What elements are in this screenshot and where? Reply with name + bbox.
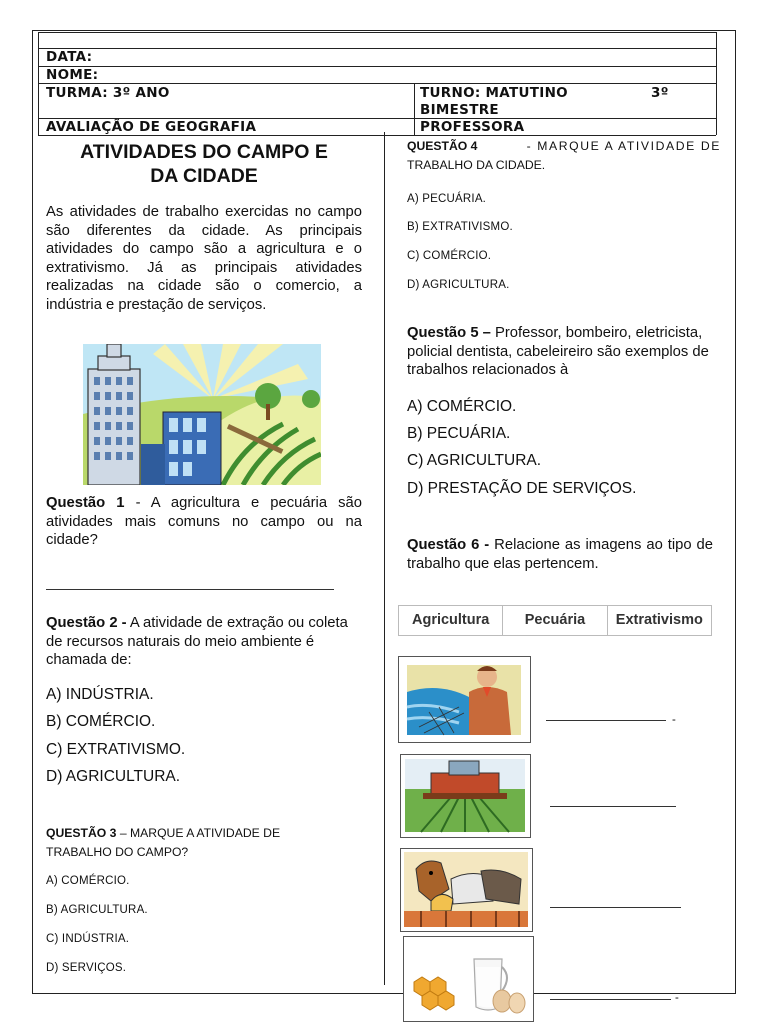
q2-option-d[interactable]: D) AGRICULTURA.: [46, 768, 181, 785]
picture-fisherman: [398, 656, 531, 743]
q2-option-c[interactable]: C) EXTRATIVISMO.: [46, 741, 186, 758]
header-bimestre: BIMESTRE: [420, 102, 499, 118]
intro-paragraph: As atividades de trabalho exercidas no campo são diferentes da cidade. As principais atividades do campo são a agricultura e o extrativismo. Já as principais atividades realizadas na cidade são o comercio, a indústria e prestação de serviços.: [46, 204, 362, 313]
q5-option-a[interactable]: A) COMÉRCIO.: [407, 398, 517, 415]
q5-option-b[interactable]: B) PECUÁRIA.: [407, 425, 511, 442]
category-pecuaria: Pecuária: [503, 606, 607, 635]
question-1-answer-line[interactable]: [46, 589, 334, 590]
q3-option-c[interactable]: C) INDÚSTRIA.: [46, 933, 130, 945]
header-avaliacao: AVALIAÇÃO DE GEOGRAFIA: [46, 119, 257, 135]
header-nome: NOME:: [46, 67, 99, 83]
picture-farm-animals: [400, 848, 533, 932]
header-data: DATA:: [46, 49, 93, 65]
fisherman-icon: [399, 657, 529, 741]
question-1: Questão 1 - A agricultura e pecuária são atividades mais comuns no campo ou na cidade?: [46, 495, 362, 548]
city-countryside-illustration: [83, 344, 321, 485]
q2-option-b[interactable]: B) COMÉRCIO.: [46, 713, 156, 730]
farm-animals-icon: [401, 849, 531, 930]
question-5: Questão 5 – Professor, bombeiro, eletricista, policial dentista, cabeleireiro são exemplos de trabalhos relacionados à: [407, 325, 709, 378]
picture-4-dash: -: [675, 992, 680, 1004]
q3-option-b[interactable]: B) AGRICULTURA.: [46, 904, 148, 916]
picture-4-answer-line[interactable]: [550, 999, 671, 1000]
header-turno-3: 3º: [651, 85, 669, 101]
picture-harvester: [400, 754, 531, 838]
q3-option-d[interactable]: D) SERVIÇOS.: [46, 962, 127, 974]
q4-option-b[interactable]: B) EXTRATIVISMO.: [407, 221, 513, 233]
header-professora: PROFESSORA: [420, 119, 525, 135]
page-title: ATIVIDADES DO CAMPO E DA CIDADE: [80, 141, 328, 187]
q4-option-a[interactable]: A) PECUÁRIA.: [407, 193, 487, 205]
question-2: Questão 2 - A atividade de extração ou coleta de recursos naturais do meio ambiente é chamada de:: [46, 615, 348, 668]
q5-option-c[interactable]: C) AGRICULTURA.: [407, 452, 542, 469]
harvester-icon: [401, 755, 529, 836]
category-agricultura: Agricultura: [399, 606, 503, 635]
header-turma: TURMA: 3º ANO: [46, 85, 170, 101]
column-divider: [384, 132, 385, 985]
honey-milk-eggs-icon: [404, 937, 532, 1020]
q6-category-table: [398, 605, 712, 636]
picture-1-answer-line[interactable]: [546, 720, 666, 721]
q4-option-c[interactable]: C) COMÉRCIO.: [407, 250, 492, 262]
picture-1-dash: -: [672, 714, 677, 726]
question-6: Questão 6 - Relacione as imagens ao tipo de trabalho que elas pertencem.: [407, 537, 713, 572]
header-turno: TURNO: MATUTINO: [420, 85, 568, 101]
q2-option-a[interactable]: A) INDÚSTRIA.: [46, 686, 154, 703]
picture-3-answer-line[interactable]: [550, 907, 681, 908]
question-4: QUESTÃO 4 - MARQUE A ATIVIDADE DE TRABALHO DA CIDADE.: [407, 139, 721, 172]
category-extrativismo: Extrativismo: [615, 612, 703, 628]
picture-honey-milk-eggs: [403, 936, 534, 1022]
q3-option-a[interactable]: A) COMÉRCIO.: [46, 875, 130, 887]
q5-option-d[interactable]: D) PRESTAÇÃO DE SERVIÇOS.: [407, 480, 637, 497]
question-3: QUESTÃO 3 – MARQUE A ATIVIDADE DE TRABALHO DO CAMPO?: [46, 826, 281, 859]
picture-2-answer-line[interactable]: [550, 806, 676, 807]
q4-option-d[interactable]: D) AGRICULTURA.: [407, 279, 510, 291]
